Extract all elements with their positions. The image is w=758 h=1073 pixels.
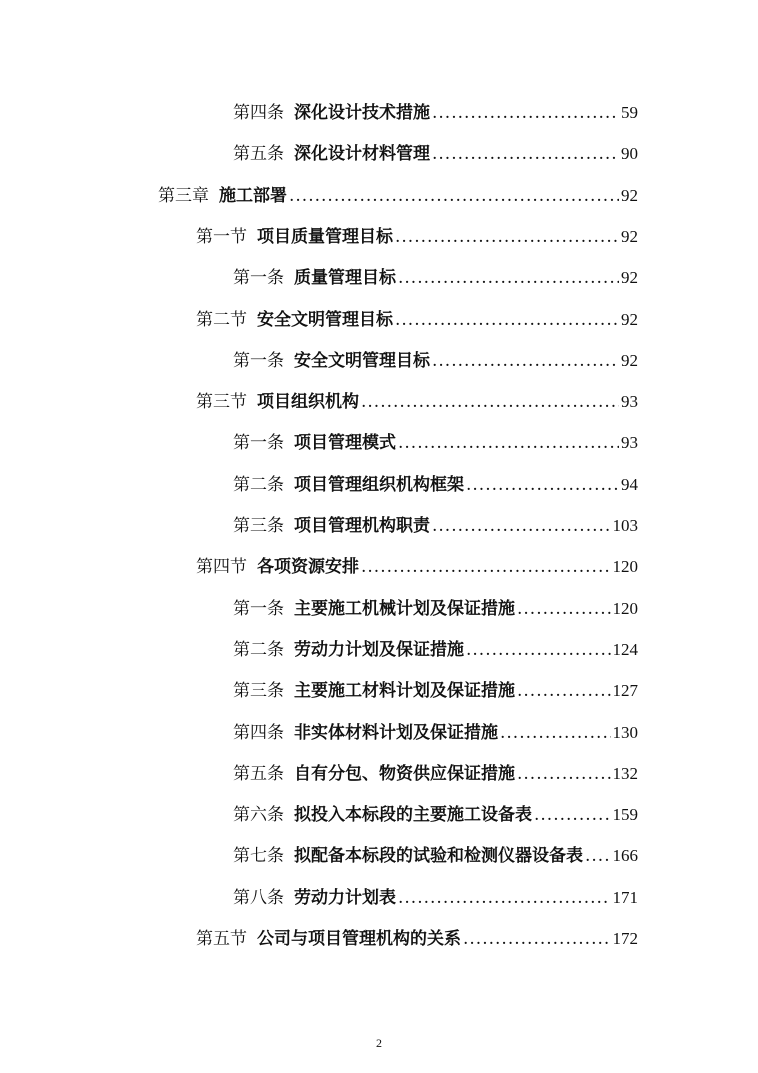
- toc-leader-dots: [395, 226, 619, 248]
- toc-entry-title: 项目管理机构职责: [294, 516, 430, 536]
- toc-leader-dots: [517, 598, 611, 620]
- toc-entry-title: 项目质量管理目标: [257, 227, 393, 247]
- toc-entry-number: 第一条: [233, 268, 284, 288]
- toc-entry-page: 92: [621, 310, 638, 329]
- toc-entry-title: 项目管理组织机构框架: [294, 475, 464, 495]
- toc-leader-dots: [432, 350, 619, 372]
- toc-entry-title: 项目组织机构: [257, 392, 359, 412]
- toc-entry[interactable]: [233, 631, 638, 661]
- toc-entry-number: 第六条: [233, 805, 284, 825]
- toc-entry-title: 安全文明管理目标: [257, 310, 393, 330]
- toc-entry-number: 第七条: [233, 846, 284, 866]
- toc-entry-number: 第三条: [233, 516, 284, 536]
- toc-entry[interactable]: [196, 301, 638, 331]
- toc-entry[interactable]: [233, 672, 638, 702]
- toc-leader-dots: [466, 639, 611, 661]
- toc-entry-page: 90: [621, 144, 638, 163]
- toc-entry[interactable]: [233, 466, 638, 496]
- toc-entry[interactable]: [233, 837, 638, 867]
- toc-entry[interactable]: [233, 590, 638, 620]
- toc-entry-title: 公司与项目管理机构的关系: [257, 929, 461, 949]
- toc-entry-number: 第一条: [233, 433, 284, 453]
- toc-entry-page: 166: [612, 846, 638, 865]
- toc-leader-dots: [432, 515, 611, 537]
- toc-entry-title: 劳动力计划及保证措施: [294, 640, 464, 660]
- toc-entry-page: 103: [612, 516, 638, 535]
- toc-entry-page: 93: [621, 392, 638, 411]
- toc-entry-number: 第二条: [233, 640, 284, 660]
- toc-entry-number: 第五条: [233, 144, 284, 164]
- toc-entry-number: 第一条: [233, 599, 284, 619]
- toc-entry-number: 第四条: [233, 103, 284, 123]
- toc-entry-page: 92: [621, 227, 638, 246]
- toc-leader-dots: [398, 432, 619, 454]
- toc-entry[interactable]: [158, 177, 638, 207]
- toc-leader-dots: [289, 185, 619, 207]
- toc-entry-page: 120: [612, 599, 638, 618]
- toc-entry-number: 第一条: [233, 351, 284, 371]
- toc-entry-number: 第二条: [233, 475, 284, 495]
- toc-entry-page: 92: [621, 186, 638, 205]
- toc-entry-title: 主要施工材料计划及保证措施: [294, 681, 515, 701]
- toc-entry-page: 130: [612, 723, 638, 742]
- toc-leader-dots: [398, 267, 619, 289]
- toc-entry-title: 各项资源安排: [257, 557, 359, 577]
- toc-entry-title: 拟投入本标段的主要施工设备表: [294, 805, 532, 825]
- toc-entry[interactable]: [233, 342, 638, 372]
- toc-entry-page: 127: [612, 681, 638, 700]
- toc-entry-number: 第一节: [196, 227, 247, 247]
- toc-entry-page: 172: [612, 929, 638, 948]
- toc-entry-title: 拟配备本标段的试验和检测仪器设备表: [294, 846, 583, 866]
- toc-leader-dots: [500, 722, 611, 744]
- toc-leader-dots: [432, 102, 619, 124]
- toc-entry[interactable]: [233, 94, 638, 124]
- toc-entry[interactable]: [196, 383, 638, 413]
- toc-entry-title: 深化设计技术措施: [294, 103, 430, 123]
- toc-entry-page: 92: [621, 351, 638, 370]
- toc-entry[interactable]: [233, 507, 638, 537]
- toc-entry[interactable]: [233, 135, 638, 165]
- toc-entry-number: 第三条: [233, 681, 284, 701]
- toc-entry-page: 93: [621, 433, 638, 452]
- toc-leader-dots: [432, 143, 619, 165]
- toc-leader-dots: [395, 309, 619, 331]
- toc-entry[interactable]: [233, 796, 638, 826]
- toc-entry-title: 非实体材料计划及保证措施: [294, 723, 498, 743]
- toc-entry-title: 项目管理模式: [294, 433, 396, 453]
- toc-entry-number: 第三章: [158, 186, 209, 206]
- toc-leader-dots: [398, 887, 611, 909]
- toc-entry-number: 第八条: [233, 888, 284, 908]
- toc-entry-page: 159: [612, 805, 638, 824]
- toc-entry[interactable]: [233, 755, 638, 785]
- toc-entry[interactable]: [196, 218, 638, 248]
- toc-entry-number: 第四节: [196, 557, 247, 577]
- toc-entry-page: 59: [621, 103, 638, 122]
- toc-entry[interactable]: [196, 548, 638, 578]
- toc-entry-page: 124: [612, 640, 638, 659]
- toc-leader-dots: [361, 391, 619, 413]
- toc-leader-dots: [463, 928, 611, 950]
- toc-leader-dots: [585, 845, 611, 867]
- toc-entry[interactable]: [233, 424, 638, 454]
- toc-entry-number: 第二节: [196, 310, 247, 330]
- toc-leader-dots: [517, 763, 611, 785]
- toc-leader-dots: [534, 804, 611, 826]
- toc-entry-page: 94: [621, 475, 638, 494]
- toc-entry-title: 自有分包、物资供应保证措施: [294, 764, 515, 784]
- toc-entry-number: 第四条: [233, 723, 284, 743]
- toc-entry-title: 深化设计材料管理: [294, 144, 430, 164]
- toc-entry-page: 132: [612, 764, 638, 783]
- toc-entry-title: 劳动力计划表: [294, 888, 396, 908]
- toc-entry[interactable]: [233, 714, 638, 744]
- toc-entry-number: 第三节: [196, 392, 247, 412]
- toc-entry[interactable]: [196, 920, 638, 950]
- toc-entry-page: 120: [612, 557, 638, 576]
- toc-entry-title: 施工部署: [219, 186, 287, 206]
- toc-entry-title: 质量管理目标: [294, 268, 396, 288]
- toc-entry-number: 第五条: [233, 764, 284, 784]
- toc-entry[interactable]: [233, 879, 638, 909]
- toc-entry-page: 171: [612, 888, 638, 907]
- toc-entry[interactable]: [233, 259, 638, 289]
- toc-leader-dots: [466, 474, 619, 496]
- toc-leader-dots: [361, 556, 611, 578]
- toc-entry-page: 92: [621, 268, 638, 287]
- page-number: 2: [376, 1036, 382, 1050]
- toc-entry-title: 主要施工机械计划及保证措施: [294, 599, 515, 619]
- toc-entry-title: 安全文明管理目标: [294, 351, 430, 371]
- toc-entry-number: 第五节: [196, 929, 247, 949]
- toc-leader-dots: [517, 680, 611, 702]
